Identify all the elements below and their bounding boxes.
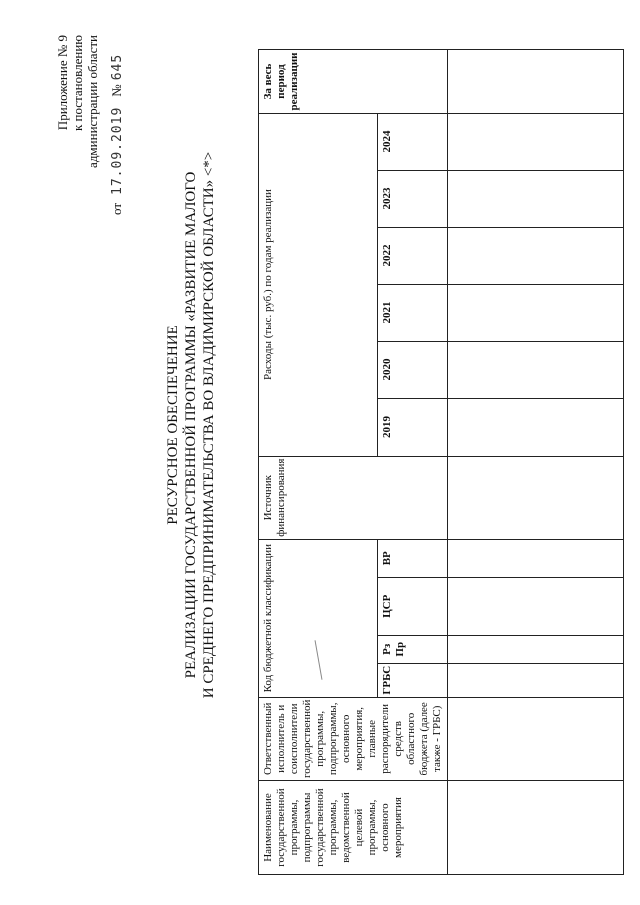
document-title xyxy=(164,75,218,775)
date-prefix: от xyxy=(109,202,124,215)
cell-empty xyxy=(448,227,624,284)
appendix-ref: к постановлению xyxy=(70,35,85,132)
header-year-2024: 2024 xyxy=(377,113,447,170)
title-line-3: И СРЕДНЕГО ПРЕДПРИНИМАТЕЛЬСТВА ВО ВЛАДИМИРСКОЙ ОБЛАСТИ» <*> xyxy=(201,151,217,699)
cell-empty xyxy=(448,341,624,398)
cell-empty xyxy=(448,781,624,875)
cell-empty xyxy=(448,663,624,697)
cell-empty xyxy=(448,577,624,635)
appendix-date-line xyxy=(108,0,126,215)
appendix-number: Приложение № 9 xyxy=(55,35,70,131)
title-line-2: РЕАЛИЗАЦИИ ГОСУДАРСТВЕННОЙ ПРОГРАММЫ «РАЗВИТИЕ МАЛОГО xyxy=(183,171,199,679)
cell-empty xyxy=(448,113,624,170)
resource-table xyxy=(258,50,624,876)
header-year-2020: 2020 xyxy=(377,341,447,398)
header-expenses: Расходы (тыс. руб.) по годам реализации xyxy=(259,113,378,456)
cell-empty xyxy=(448,50,624,113)
cell-empty xyxy=(448,398,624,456)
header-source: Источник финансирования xyxy=(259,456,448,539)
header-rzpr: Рз Пр xyxy=(377,635,447,663)
cell-empty xyxy=(448,697,624,780)
cell-empty xyxy=(448,456,624,539)
header-vr: ВР xyxy=(377,539,447,577)
header-budget-code: Код бюджетной классификации xyxy=(259,539,378,697)
header-year-2021: 2021 xyxy=(377,284,447,341)
appendix-date: 17.09.2019 xyxy=(110,106,125,195)
header-responsible: Ответственный исполнитель и соисполнители государственной программы, подпрограммы, основного мероприятия, главные распорядители средств областного бюджета (далее также - ГРБС) xyxy=(259,697,448,780)
header-name: Наименование государственной программы, подпрограммы государственной программы, ведомственной целевой программы, основного мероприятия xyxy=(259,781,448,875)
appendix-block xyxy=(55,35,100,265)
header-year-2023: 2023 xyxy=(377,170,447,227)
header-grbs: ГРБС xyxy=(377,663,447,697)
cell-empty xyxy=(448,284,624,341)
title-line-1: РЕСУРСНОЕ ОБЕСПЕЧЕНИЕ xyxy=(165,325,181,525)
cell-empty xyxy=(448,539,624,577)
cell-empty xyxy=(448,170,624,227)
header-year-2022: 2022 xyxy=(377,227,447,284)
header-total: За весь период реализации xyxy=(259,50,448,113)
cell-empty xyxy=(448,635,624,663)
header-year-2019: 2019 xyxy=(377,398,447,456)
appendix-number-value: 645 xyxy=(110,53,125,81)
appendix-authority: администрации области xyxy=(85,35,100,168)
table-row xyxy=(448,50,624,875)
header-csr: ЦСР xyxy=(377,577,447,635)
number-prefix: № xyxy=(109,84,124,97)
